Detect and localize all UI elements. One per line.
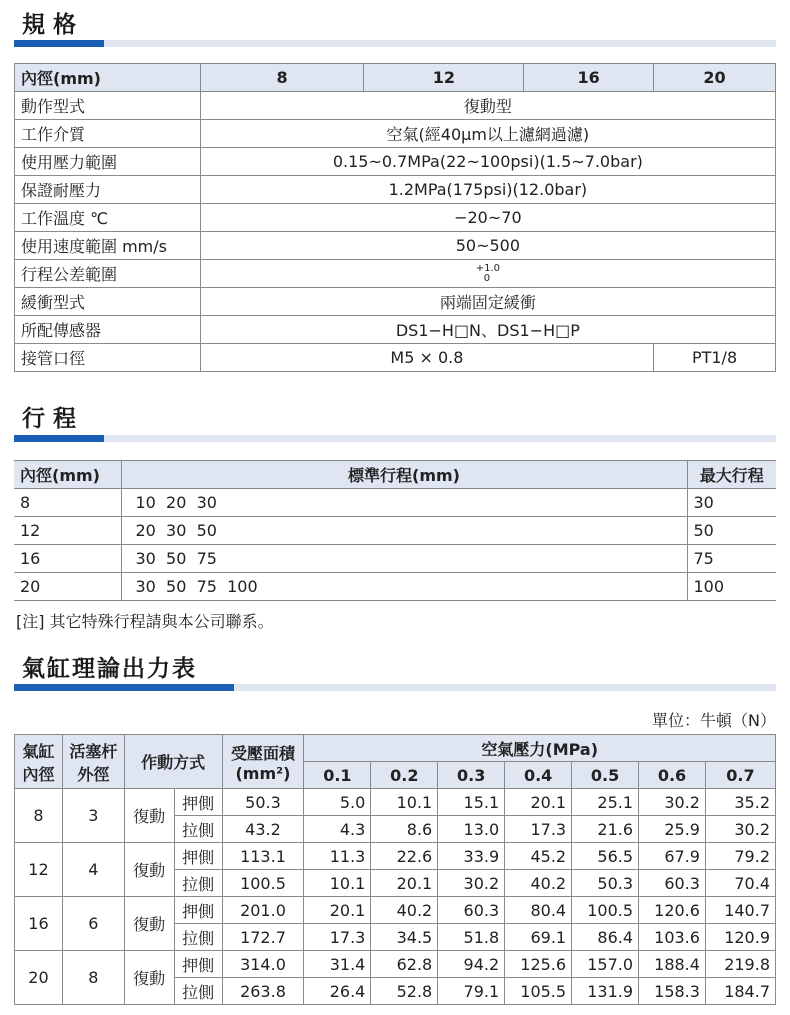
force-value-cell: 60.3 [438, 897, 505, 924]
force-row-pull-area: 263.8 [222, 978, 304, 1005]
force-value-cell: 79.1 [438, 978, 505, 1005]
stroke-row-std: 30 50 75 100 [121, 573, 687, 601]
spec-row-value: 復動型 [200, 92, 775, 120]
force-value-cell: 157.0 [572, 951, 639, 978]
spec-row-label: 工作溫度 ℃ [15, 204, 201, 232]
spec-header-16: 16 [524, 64, 654, 92]
force-value-cell: 35.2 [705, 789, 775, 816]
spec-row [15, 120, 776, 148]
spec-row-label: 行程公差範圍 [15, 260, 201, 288]
force-row-push-area: 50.3 [222, 789, 304, 816]
force-value-cell: 56.5 [572, 843, 639, 870]
force-value-cell: 20.1 [371, 870, 438, 897]
force-value-cell: 79.2 [705, 843, 775, 870]
spec-section-title: 規格 [22, 12, 84, 38]
force-value-cell: 140.7 [705, 897, 775, 924]
stroke-row-max: 75 [687, 545, 776, 573]
spec-row-value: 0.15~0.7MPa(22~100psi)(1.5~7.0bar) [200, 148, 775, 176]
force-row-push [15, 951, 776, 978]
force-row-push-area: 201.0 [222, 897, 304, 924]
force-header-mode: 作動方式 [124, 735, 222, 789]
stroke-row [14, 489, 776, 517]
stroke-section-bar-accent [14, 435, 104, 442]
force-value-cell: 219.8 [705, 951, 775, 978]
force-value-cell: 51.8 [438, 924, 505, 951]
stroke-header-bore: 內徑(mm) [14, 461, 121, 489]
force-header-area-label: 受壓面積 [230, 743, 295, 763]
stroke-table [14, 460, 776, 601]
force-value-cell: 188.4 [639, 951, 706, 978]
force-row-mode: 復動 [124, 789, 174, 843]
force-row-push-area: 113.1 [222, 843, 304, 870]
force-value-cell: 8.6 [371, 816, 438, 843]
force-value-cell: 67.9 [639, 843, 706, 870]
tolerance-upper: +1.0 [475, 262, 501, 274]
force-value-cell: 103.6 [639, 924, 706, 951]
force-section-bar-accent [14, 684, 234, 691]
force-unit-label: 單位：牛頓（N） [652, 711, 776, 730]
force-header-bore: 氣缸內徑 [15, 735, 63, 789]
force-row-mode: 復動 [124, 951, 174, 1005]
spec-row-value: 1.2MPa(175psi)(12.0bar) [200, 176, 775, 204]
force-value-cell: 17.3 [505, 816, 572, 843]
force-value-cell: 40.2 [371, 897, 438, 924]
force-row-mode: 復動 [124, 897, 174, 951]
spec-header-bore: 內徑(mm) [15, 64, 201, 92]
force-row-pull-label: 拉側 [174, 816, 222, 843]
force-value-cell: 5.0 [304, 789, 371, 816]
stroke-row-bore: 12 [14, 517, 121, 545]
stroke-row-std: 30 50 75 [121, 545, 687, 573]
force-header-pressure: 空氣壓力(MPa) [304, 735, 776, 762]
spec-header-8: 8 [200, 64, 364, 92]
force-row-push-label: 押側 [174, 843, 222, 870]
force-pressure-0.4: 0.4 [505, 762, 572, 789]
stroke-row-bore: 8 [14, 489, 121, 517]
spec-row [15, 204, 776, 232]
force-value-cell: 62.8 [371, 951, 438, 978]
spec-row-label: 所配傳感器 [15, 316, 201, 344]
force-value-cell: 52.8 [371, 978, 438, 1005]
spec-row-label: 動作型式 [15, 92, 201, 120]
spec-row-value: 兩端固定緩衝 [200, 288, 775, 316]
force-value-cell: 26.4 [304, 978, 371, 1005]
stroke-row-max: 30 [687, 489, 776, 517]
force-value-cell: 25.1 [572, 789, 639, 816]
stroke-row-bore: 20 [14, 573, 121, 601]
force-value-cell: 40.2 [505, 870, 572, 897]
spec-row-value: M5 × 0.8 [200, 344, 653, 372]
force-value-cell: 11.3 [304, 843, 371, 870]
force-value-cell: 184.7 [705, 978, 775, 1005]
force-value-cell: 105.5 [505, 978, 572, 1005]
force-value-cell: 86.4 [572, 924, 639, 951]
force-value-cell: 15.1 [438, 789, 505, 816]
force-value-cell: 10.1 [304, 870, 371, 897]
force-value-cell: 100.5 [572, 897, 639, 924]
force-value-cell: 45.2 [505, 843, 572, 870]
force-pressure-0.7: 0.7 [705, 762, 775, 789]
spec-row-value: 50~500 [200, 232, 775, 260]
force-row-pull-label: 拉側 [174, 924, 222, 951]
tolerance-stack [476, 264, 500, 284]
stroke-row-max: 50 [687, 517, 776, 545]
spec-row-tolerance [200, 260, 775, 288]
stroke-note: [注] 其它特殊行程請與本公司聯系。 [16, 612, 274, 631]
force-row-pull-area: 100.5 [222, 870, 304, 897]
spec-row [15, 232, 776, 260]
force-value-cell: 30.2 [438, 870, 505, 897]
spec-row-value: DS1−H□N、DS1−H□P [200, 316, 775, 344]
force-value-cell: 22.6 [371, 843, 438, 870]
spec-row-label: 緩衝型式 [15, 288, 201, 316]
force-header-row-1 [15, 735, 776, 762]
force-value-cell: 33.9 [438, 843, 505, 870]
force-row-mode: 復動 [124, 843, 174, 897]
force-pressure-0.3: 0.3 [438, 762, 505, 789]
tolerance-lower: 0 [483, 272, 491, 284]
force-value-cell: 158.3 [639, 978, 706, 1005]
force-row-rod: 6 [62, 897, 124, 951]
force-pressure-0.6: 0.6 [639, 762, 706, 789]
spec-row [15, 260, 776, 288]
stroke-header-row [14, 461, 776, 489]
force-pressure-0.5: 0.5 [572, 762, 639, 789]
spec-section-bar [14, 40, 776, 47]
spec-table [14, 63, 776, 372]
stroke-section-bar [14, 435, 776, 442]
stroke-row-bore: 16 [14, 545, 121, 573]
stroke-header-std: 標準行程(mm) [121, 461, 687, 489]
spec-header-row [15, 64, 776, 92]
force-row-pull-label: 拉側 [174, 978, 222, 1005]
spec-row-value: 空氣(經40μm以上濾網過濾) [200, 120, 775, 148]
spec-row-label: 工作介質 [15, 120, 201, 148]
force-value-cell: 131.9 [572, 978, 639, 1005]
force-row-pull-area: 172.7 [222, 924, 304, 951]
force-value-cell: 30.2 [705, 816, 775, 843]
force-value-cell: 4.3 [304, 816, 371, 843]
force-value-cell: 17.3 [304, 924, 371, 951]
force-section-bar [14, 684, 776, 691]
force-row-push [15, 897, 776, 924]
spec-row [15, 176, 776, 204]
force-row-bore: 16 [15, 897, 63, 951]
stroke-row [14, 517, 776, 545]
spec-section-bar-accent [14, 40, 104, 47]
spec-header-12: 12 [364, 64, 524, 92]
force-row-push-label: 押側 [174, 789, 222, 816]
spec-row-value2: PT1/8 [654, 344, 776, 372]
force-row-push-area: 314.0 [222, 951, 304, 978]
force-row-rod: 8 [62, 951, 124, 1005]
spec-row-label: 接管口徑 [15, 344, 201, 372]
force-row-pull-label: 拉側 [174, 870, 222, 897]
force-row-push [15, 843, 776, 870]
stroke-row-max: 100 [687, 573, 776, 601]
force-value-cell: 70.4 [705, 870, 775, 897]
force-row-push-label: 押側 [174, 951, 222, 978]
force-row-rod: 3 [62, 789, 124, 843]
force-value-cell: 13.0 [438, 816, 505, 843]
force-pressure-0.1: 0.1 [304, 762, 371, 789]
force-value-cell: 120.9 [705, 924, 775, 951]
spec-row-label: 使用壓力範圍 [15, 148, 201, 176]
stroke-row-std: 10 20 30 [121, 489, 687, 517]
force-value-cell: 69.1 [505, 924, 572, 951]
spec-row [15, 316, 776, 344]
spec-row [15, 288, 776, 316]
spec-header-20: 20 [654, 64, 776, 92]
force-row-rod: 4 [62, 843, 124, 897]
spec-row [15, 344, 776, 372]
force-row-bore: 8 [15, 789, 63, 843]
force-value-cell: 30.2 [639, 789, 706, 816]
force-header-area [222, 735, 304, 789]
force-table-body [15, 789, 776, 1005]
force-value-cell: 20.1 [505, 789, 572, 816]
force-pressure-0.2: 0.2 [371, 762, 438, 789]
spec-row [15, 148, 776, 176]
force-row-bore: 12 [15, 843, 63, 897]
force-row-push [15, 789, 776, 816]
force-value-cell: 21.6 [572, 816, 639, 843]
spec-row-label: 保證耐壓力 [15, 176, 201, 204]
force-row-push-label: 押側 [174, 897, 222, 924]
force-value-cell: 125.6 [505, 951, 572, 978]
force-header-area-unit: (mm²) [235, 763, 291, 783]
force-row-pull-area: 43.2 [222, 816, 304, 843]
force-value-cell: 25.9 [639, 816, 706, 843]
force-value-cell: 120.6 [639, 897, 706, 924]
stroke-section-title: 行程 [22, 406, 84, 432]
force-row-bore: 20 [15, 951, 63, 1005]
stroke-header-max: 最大行程 [687, 461, 776, 489]
spec-row [15, 92, 776, 120]
spec-row-value: −20~70 [200, 204, 775, 232]
stroke-row-std: 20 30 50 [121, 517, 687, 545]
force-value-cell: 31.4 [304, 951, 371, 978]
force-value-cell: 20.1 [304, 897, 371, 924]
force-value-cell: 50.3 [572, 870, 639, 897]
force-value-cell: 80.4 [505, 897, 572, 924]
force-value-cell: 60.3 [639, 870, 706, 897]
stroke-row [14, 573, 776, 601]
force-value-cell: 10.1 [371, 789, 438, 816]
spec-row-label: 使用速度範圍 mm/s [15, 232, 201, 260]
stroke-row [14, 545, 776, 573]
force-value-cell: 94.2 [438, 951, 505, 978]
force-value-cell: 34.5 [371, 924, 438, 951]
force-header-rod: 活塞杆外徑 [62, 735, 124, 789]
force-section-title: 氣缸理論出力表 [22, 656, 197, 682]
force-table [14, 734, 776, 1005]
